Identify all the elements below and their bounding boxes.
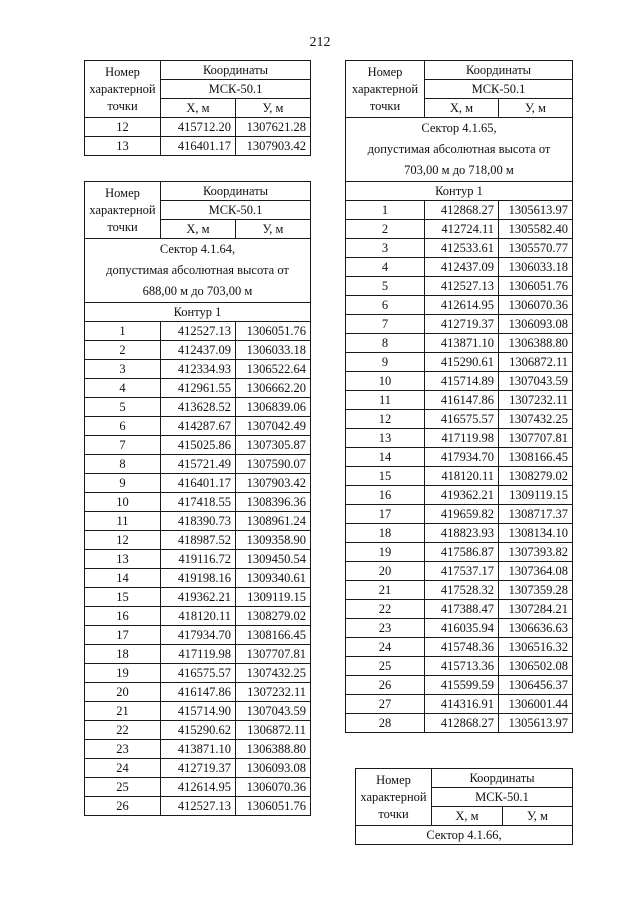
table-row <box>346 619 573 638</box>
table-header <box>346 61 573 118</box>
y-coordinate-cell: 1306502.08 <box>499 657 573 676</box>
point-number-cell: 1 <box>85 322 161 341</box>
table-row <box>85 531 311 550</box>
table-row <box>346 524 573 543</box>
point-number-cell: 12 <box>346 410 425 429</box>
x-coordinate-cell: 414287.67 <box>161 417 236 436</box>
table-row <box>346 277 573 296</box>
coords-table-1 <box>84 60 311 156</box>
x-coordinate-cell: 412527.13 <box>161 322 236 341</box>
y-coordinate-cell: 1307903.42 <box>236 474 311 493</box>
x-coordinate-cell: 412719.37 <box>425 315 499 334</box>
x-coordinate-cell: 414316.91 <box>425 695 499 714</box>
table-row <box>346 315 573 334</box>
y-coordinate-cell: 1308961.24 <box>236 512 311 531</box>
table-row <box>346 638 573 657</box>
point-number-cell: 2 <box>346 220 425 239</box>
coordinates-header: Координаты <box>425 61 573 80</box>
x-coordinate-cell: 417119.98 <box>425 429 499 448</box>
y-coordinate-cell: 1309340.61 <box>236 569 311 588</box>
point-number-cell: 24 <box>85 759 161 778</box>
x-coordinate-cell: 417528.32 <box>425 581 499 600</box>
table-row <box>346 543 573 562</box>
point-number-cell: 26 <box>346 676 425 695</box>
y-coordinate-cell: 1306051.76 <box>236 322 311 341</box>
x-coordinate-cell: 412527.13 <box>425 277 499 296</box>
y-coordinate-cell: 1308166.45 <box>499 448 573 467</box>
y-coordinate-cell: 1305613.97 <box>499 714 573 733</box>
y-coordinate-cell: 1307284.21 <box>499 600 573 619</box>
x-coordinate-cell: 412437.09 <box>425 258 499 277</box>
table-row <box>85 569 311 588</box>
table-row <box>85 645 311 664</box>
y-coordinate-cell: 1306070.36 <box>499 296 573 315</box>
x-coordinate-cell: 419362.21 <box>161 588 236 607</box>
x-coordinate-cell: 412614.95 <box>425 296 499 315</box>
point-number-cell: 7 <box>85 436 161 455</box>
table-header <box>85 182 311 239</box>
y-coordinate-cell: 1306839.06 <box>236 398 311 417</box>
table-row <box>346 562 573 581</box>
sector-description: допустимая абсолютная высота от 688,00 м до 703,00 м <box>106 263 289 298</box>
point-number-cell: 18 <box>346 524 425 543</box>
x-coordinate-cell: 412334.93 <box>161 360 236 379</box>
point-number-cell: 16 <box>346 486 425 505</box>
coord-system-header: МСК-50.1 <box>432 788 573 807</box>
contour-label: Контур 1 <box>346 182 573 201</box>
table-row <box>346 258 573 277</box>
y-coordinate-cell: 1306872.11 <box>499 353 573 372</box>
point-number-cell: 12 <box>85 118 161 137</box>
table-row <box>346 695 573 714</box>
point-number-cell: 21 <box>346 581 425 600</box>
point-number-cell: 14 <box>346 448 425 467</box>
table-row <box>346 410 573 429</box>
sector-description: допустимая абсолютная высота от 703,00 м до 718,00 м <box>367 142 551 177</box>
point-number-cell: 9 <box>346 353 425 372</box>
y-coordinate-cell: 1306051.76 <box>236 797 311 816</box>
y-coordinate-cell: 1309450.54 <box>236 550 311 569</box>
table-row <box>346 486 573 505</box>
table-row <box>85 322 311 341</box>
y-coordinate-cell: 1309119.15 <box>236 588 311 607</box>
x-coordinate-cell: 415748.36 <box>425 638 499 657</box>
point-number-cell: 20 <box>346 562 425 581</box>
x-coordinate-cell: 417388.47 <box>425 600 499 619</box>
y-coordinate-cell: 1308396.36 <box>236 493 311 512</box>
table-row <box>346 372 573 391</box>
y-coordinate-cell: 1306001.44 <box>499 695 573 714</box>
coordinates-header: Координаты <box>161 61 311 80</box>
point-number-cell: 3 <box>85 360 161 379</box>
table-row <box>85 474 311 493</box>
table-row <box>346 239 573 258</box>
x-coordinate-cell: 415713.36 <box>425 657 499 676</box>
point-number-cell: 22 <box>85 721 161 740</box>
y-coordinate-cell: 1306662.20 <box>236 379 311 398</box>
x-coordinate-cell: 415599.59 <box>425 676 499 695</box>
table-row <box>85 118 311 137</box>
point-number-cell: 8 <box>346 334 425 353</box>
table-row <box>346 201 573 220</box>
y-coordinate-cell: 1306093.08 <box>499 315 573 334</box>
y-coordinate-cell: 1306093.08 <box>236 759 311 778</box>
point-number-cell: 14 <box>85 569 161 588</box>
table-row <box>85 493 311 512</box>
x-coordinate-cell: 412868.27 <box>425 201 499 220</box>
point-number-cell: 6 <box>346 296 425 315</box>
point-number-cell: 17 <box>346 505 425 524</box>
y-coordinate-cell: 1307432.25 <box>236 664 311 683</box>
point-number-cell: 15 <box>346 467 425 486</box>
point-number-cell: 2 <box>85 341 161 360</box>
y-coordinate-cell: 1305570.77 <box>499 239 573 258</box>
coord-system-header: МСК-50.1 <box>161 201 311 220</box>
table-row <box>85 664 311 683</box>
y-coordinate-cell: 1306636.63 <box>499 619 573 638</box>
coords-table-4 <box>355 768 573 845</box>
y-coordinate-cell: 1305582.40 <box>499 220 573 239</box>
x-coordinate-cell: 417418.55 <box>161 493 236 512</box>
coord-system-header: МСК-50.1 <box>161 80 311 99</box>
table-header <box>85 61 311 118</box>
contour-label: Контур 1 <box>85 303 311 322</box>
x-coordinate-cell: 415721.49 <box>161 455 236 474</box>
y-coordinate-cell: 1307305.87 <box>236 436 311 455</box>
point-number-cell: 13 <box>346 429 425 448</box>
sector-title: Сектор 4.1.66, <box>356 826 573 845</box>
point-number-cell: 19 <box>346 543 425 562</box>
point-number-cell: 5 <box>85 398 161 417</box>
x-coordinate-cell: 419116.72 <box>161 550 236 569</box>
x-coordinate-cell: 415714.90 <box>161 702 236 721</box>
y-coordinate-cell: 1308717.37 <box>499 505 573 524</box>
table-row <box>85 721 311 740</box>
x-coordinate-cell: 419659.82 <box>425 505 499 524</box>
y-coordinate-cell: 1307621.28 <box>236 118 311 137</box>
x-coordinate-cell: 415290.62 <box>161 721 236 740</box>
table-row <box>346 334 573 353</box>
point-number-cell: 12 <box>85 531 161 550</box>
x-coordinate-cell: 416401.17 <box>161 474 236 493</box>
table-row <box>85 626 311 645</box>
table-row <box>85 436 311 455</box>
y-coordinate-cell: 1306388.80 <box>236 740 311 759</box>
point-number-cell: 15 <box>85 588 161 607</box>
x-coordinate-cell: 416401.17 <box>161 137 236 156</box>
point-number-cell: 3 <box>346 239 425 258</box>
point-number-cell: 24 <box>346 638 425 657</box>
table-row <box>85 417 311 436</box>
y-coordinate-cell: 1306456.37 <box>499 676 573 695</box>
y-coordinate-cell: 1306516.32 <box>499 638 573 657</box>
x-coordinate-cell: 416035.94 <box>425 619 499 638</box>
x-coordinate-cell: 415025.86 <box>161 436 236 455</box>
point-number-cell: 20 <box>85 683 161 702</box>
point-number-cell: 25 <box>346 657 425 676</box>
table-row <box>346 429 573 448</box>
table-row <box>85 683 311 702</box>
table-row <box>85 550 311 569</box>
table-row <box>85 607 311 626</box>
y-coordinate-cell: 1307042.49 <box>236 417 311 436</box>
y-coordinate-cell: 1307043.59 <box>499 372 573 391</box>
point-number-cell: 4 <box>85 379 161 398</box>
table-row <box>85 137 311 156</box>
x-header: X, м <box>432 807 503 826</box>
x-coordinate-cell: 417586.87 <box>425 543 499 562</box>
table-row <box>85 455 311 474</box>
point-number-header: Номер характерной точки <box>85 61 161 118</box>
point-number-cell: 11 <box>346 391 425 410</box>
table-row <box>346 448 573 467</box>
table-row <box>346 467 573 486</box>
y-coordinate-cell: 1308279.02 <box>236 607 311 626</box>
x-coordinate-cell: 418120.11 <box>161 607 236 626</box>
y-coordinate-cell: 1306033.18 <box>499 258 573 277</box>
x-coordinate-cell: 417537.17 <box>425 562 499 581</box>
point-number-cell: 5 <box>346 277 425 296</box>
point-number-cell: 23 <box>85 740 161 759</box>
point-number-header: Номер характерной точки <box>85 182 161 239</box>
y-coordinate-cell: 1307432.25 <box>499 410 573 429</box>
y-coordinate-cell: 1307707.81 <box>236 645 311 664</box>
table-row <box>85 778 311 797</box>
point-number-cell: 26 <box>85 797 161 816</box>
point-number-cell: 10 <box>346 372 425 391</box>
y-coordinate-cell: 1305613.97 <box>499 201 573 220</box>
sector-title: Сектор 4.1.64, <box>159 242 236 256</box>
y-coordinate-cell: 1307903.42 <box>236 137 311 156</box>
y-coordinate-cell: 1306522.64 <box>236 360 311 379</box>
y-coordinate-cell: 1306872.11 <box>236 721 311 740</box>
x-header: X, м <box>425 99 499 118</box>
y-coordinate-cell: 1307043.59 <box>236 702 311 721</box>
sector-header <box>85 239 311 303</box>
y-header: У, м <box>503 807 573 826</box>
coords-table-2 <box>84 181 311 816</box>
sector-header <box>346 118 573 182</box>
table-row <box>346 353 573 372</box>
x-coordinate-cell: 417119.98 <box>161 645 236 664</box>
x-coordinate-cell: 419362.21 <box>425 486 499 505</box>
point-number-cell: 6 <box>85 417 161 436</box>
y-header: У, м <box>236 220 311 239</box>
table-row <box>85 588 311 607</box>
point-number-cell: 9 <box>85 474 161 493</box>
page-number: 212 <box>309 35 331 50</box>
y-coordinate-cell: 1307232.11 <box>499 391 573 410</box>
x-coordinate-cell: 416147.86 <box>425 391 499 410</box>
x-coordinate-cell: 415714.89 <box>425 372 499 391</box>
x-header: X, м <box>161 220 236 239</box>
table-row <box>85 702 311 721</box>
point-number-header: Номер характерной точки <box>346 61 425 118</box>
point-number-cell: 27 <box>346 695 425 714</box>
point-number-cell: 13 <box>85 550 161 569</box>
point-number-header: Номер характерной точки <box>356 769 432 826</box>
coord-system-header: МСК-50.1 <box>425 80 573 99</box>
table-row <box>346 505 573 524</box>
x-coordinate-cell: 412719.37 <box>161 759 236 778</box>
table-row <box>346 600 573 619</box>
x-coordinate-cell: 418823.93 <box>425 524 499 543</box>
y-coordinate-cell: 1306033.18 <box>236 341 311 360</box>
table-row <box>85 797 311 816</box>
table-row <box>85 341 311 360</box>
y-coordinate-cell: 1307707.81 <box>499 429 573 448</box>
point-number-cell: 11 <box>85 512 161 531</box>
point-number-cell: 16 <box>85 607 161 626</box>
x-coordinate-cell: 417934.70 <box>425 448 499 467</box>
table-row <box>346 296 573 315</box>
coordinates-header: Координаты <box>432 769 573 788</box>
x-coordinate-cell: 415712.20 <box>161 118 236 137</box>
x-coordinate-cell: 419198.16 <box>161 569 236 588</box>
x-coordinate-cell: 415290.61 <box>425 353 499 372</box>
table-row <box>346 657 573 676</box>
x-coordinate-cell: 412437.09 <box>161 341 236 360</box>
coords-table-3 <box>345 60 573 733</box>
table-row <box>346 391 573 410</box>
table-row <box>85 512 311 531</box>
table-row <box>85 379 311 398</box>
y-coordinate-cell: 1307393.82 <box>499 543 573 562</box>
point-number-cell: 23 <box>346 619 425 638</box>
point-number-cell: 21 <box>85 702 161 721</box>
point-number-cell: 8 <box>85 455 161 474</box>
y-coordinate-cell: 1307590.07 <box>236 455 311 474</box>
y-coordinate-cell: 1306051.76 <box>499 277 573 296</box>
table-row <box>346 676 573 695</box>
y-coordinate-cell: 1307232.11 <box>236 683 311 702</box>
point-number-cell: 4 <box>346 258 425 277</box>
point-number-cell: 28 <box>346 714 425 733</box>
point-number-cell: 17 <box>85 626 161 645</box>
x-coordinate-cell: 416575.57 <box>161 664 236 683</box>
y-coordinate-cell: 1308279.02 <box>499 467 573 486</box>
y-coordinate-cell: 1309358.90 <box>236 531 311 550</box>
x-coordinate-cell: 412724.11 <box>425 220 499 239</box>
table-row <box>85 759 311 778</box>
point-number-cell: 13 <box>85 137 161 156</box>
x-coordinate-cell: 412868.27 <box>425 714 499 733</box>
y-coordinate-cell: 1308134.10 <box>499 524 573 543</box>
point-number-cell: 1 <box>346 201 425 220</box>
x-coordinate-cell: 416147.86 <box>161 683 236 702</box>
x-coordinate-cell: 418987.52 <box>161 531 236 550</box>
x-coordinate-cell: 412614.95 <box>161 778 236 797</box>
x-coordinate-cell: 417934.70 <box>161 626 236 645</box>
y-coordinate-cell: 1307364.08 <box>499 562 573 581</box>
point-number-cell: 18 <box>85 645 161 664</box>
y-coordinate-cell: 1306070.36 <box>236 778 311 797</box>
point-number-cell: 25 <box>85 778 161 797</box>
table-row <box>85 398 311 417</box>
x-coordinate-cell: 416575.57 <box>425 410 499 429</box>
x-header: X, м <box>161 99 236 118</box>
y-coordinate-cell: 1306388.80 <box>499 334 573 353</box>
table-row <box>85 740 311 759</box>
x-coordinate-cell: 413871.10 <box>161 740 236 759</box>
table-header <box>356 769 573 826</box>
x-coordinate-cell: 413628.52 <box>161 398 236 417</box>
x-coordinate-cell: 418120.11 <box>425 467 499 486</box>
x-coordinate-cell: 418390.73 <box>161 512 236 531</box>
x-coordinate-cell: 412527.13 <box>161 797 236 816</box>
x-coordinate-cell: 412533.61 <box>425 239 499 258</box>
table-row <box>346 714 573 733</box>
x-coordinate-cell: 413871.10 <box>425 334 499 353</box>
point-number-cell: 19 <box>85 664 161 683</box>
table-row <box>346 220 573 239</box>
sector-title: Сектор 4.1.65, <box>421 121 497 135</box>
y-coordinate-cell: 1308166.45 <box>236 626 311 645</box>
y-coordinate-cell: 1309119.15 <box>499 486 573 505</box>
table-row <box>85 360 311 379</box>
point-number-cell: 10 <box>85 493 161 512</box>
point-number-cell: 7 <box>346 315 425 334</box>
table-row <box>346 581 573 600</box>
coordinates-header: Координаты <box>161 182 311 201</box>
y-header: У, м <box>499 99 573 118</box>
y-header: У, м <box>236 99 311 118</box>
point-number-cell: 22 <box>346 600 425 619</box>
y-coordinate-cell: 1307359.28 <box>499 581 573 600</box>
x-coordinate-cell: 412961.55 <box>161 379 236 398</box>
